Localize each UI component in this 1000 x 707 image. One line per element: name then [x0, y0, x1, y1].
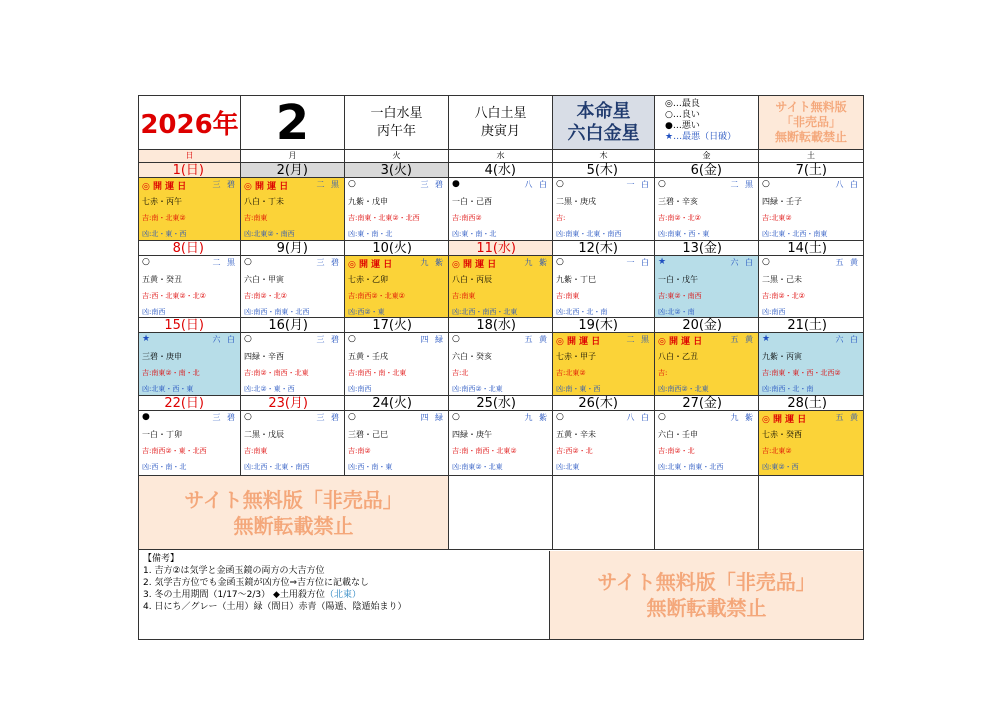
day-mark: ★ [658, 257, 667, 267]
note-3-direction: （北東） [324, 590, 361, 600]
day-cell [655, 241, 759, 318]
kyusei-label: 四 緑 [420, 413, 445, 422]
lucky-directions: 吉:南西②・東・北西 [142, 447, 207, 455]
month-number: 2 [241, 96, 345, 149]
day-number: 7(土) [759, 163, 863, 178]
day-number: 25(水) [449, 396, 552, 411]
day-mark: ○ [348, 334, 356, 344]
empty-cell [553, 476, 655, 550]
day-mark: ○ [658, 412, 666, 422]
day-cell [449, 241, 553, 318]
note-3-text: 3. 冬の土用期間（1/17〜2/3） ◆土用殺方位 [143, 590, 325, 600]
honmei-star: 六白金星 [567, 122, 640, 144]
lucky-directions: 吉:南東 [556, 292, 580, 300]
day-number: 23(月) [241, 396, 344, 411]
empty-cell [759, 476, 863, 550]
day-cell [139, 318, 241, 396]
kyusei-label: 二 黒 [730, 180, 755, 189]
day-cell [139, 241, 241, 318]
day-mark: ◎ 開 運 日 [762, 415, 807, 425]
eto-label: 八白・乙丑 [658, 352, 698, 361]
notes-title: 【備考】 [143, 554, 180, 564]
unlucky-directions: 凶:北西・南西・北東 [452, 308, 518, 316]
day-mark: ○ [762, 257, 770, 267]
kyusei-label: 三 碧 [212, 413, 237, 422]
year-star-name: 一白水星 [370, 105, 423, 121]
eto-label: 九紫・戊申 [348, 197, 388, 206]
eto-label: 三碧・庚申 [142, 352, 182, 361]
day-number: 20(金) [655, 318, 758, 333]
kyusei-label: 一 白 [626, 258, 651, 267]
unlucky-directions: 凶:南西・南東・北西 [244, 308, 310, 316]
year-eto: 丙午年 [376, 123, 416, 139]
day-cell [553, 396, 655, 476]
eto-label: 二黒・己未 [762, 275, 802, 284]
day-mark: ○ [244, 334, 252, 344]
day-cell [759, 396, 863, 476]
unlucky-directions: 凶:西・南・東 [348, 463, 393, 471]
kyusei-label: 五 黄 [730, 335, 755, 344]
year-label: 2026年 [139, 96, 241, 149]
day-number: 6(金) [655, 163, 758, 178]
day-mark: ● [452, 179, 460, 189]
day-cell [139, 163, 241, 241]
day-cell [449, 318, 553, 396]
lucky-directions: 吉:南東 [244, 214, 268, 222]
eto-label: 七赤・甲子 [556, 352, 596, 361]
kyusei-label: 五 黄 [835, 413, 860, 422]
day-cell [655, 396, 759, 476]
day-number: 15(日) [139, 318, 240, 333]
unlucky-directions: 凶:西②・東 [348, 308, 385, 316]
unlucky-directions: 凶:南東・北東・南西 [556, 230, 622, 238]
unlucky-directions: 凶:南西②・北東 [658, 385, 709, 393]
day-mark: ★ [142, 334, 151, 344]
eto-label: 六白・甲寅 [244, 275, 284, 284]
honmei-label: 本命星 [576, 100, 631, 122]
day-number: 4(水) [449, 163, 552, 178]
note-2: 2. 気学吉方位でも金函玉鏡が凶方位⇒吉方位に記載なし [143, 578, 369, 588]
kyusei-label: 八 白 [835, 180, 860, 189]
lucky-directions: 吉:西・北東②・北② [142, 292, 206, 300]
day-number: 2(月) [241, 163, 344, 178]
lucky-directions: 吉:南東・東・西・北西② [762, 369, 841, 377]
day-mark: ● [142, 412, 150, 422]
unlucky-directions: 凶:北東②・南西 [244, 230, 295, 238]
day-mark: ◎ 開 運 日 [452, 260, 497, 270]
day-cell [241, 396, 345, 476]
month-star [449, 96, 553, 149]
day-cell [241, 241, 345, 318]
empty-cell [655, 476, 759, 550]
day-number: 12(木) [553, 241, 654, 256]
kyusei-label: 二 黒 [626, 335, 651, 344]
day-cell [345, 396, 449, 476]
day-number: 3(火) [345, 163, 448, 178]
unlucky-directions: 凶:北西・北・南 [556, 308, 608, 316]
eto-label: 七赤・丙午 [142, 197, 182, 206]
eto-label: 七赤・癸酉 [762, 430, 802, 439]
lucky-directions: 吉:南東 [244, 447, 268, 455]
day-cell [345, 318, 449, 396]
day-number: 14(土) [759, 241, 863, 256]
lucky-directions: 吉:南② [348, 447, 371, 455]
day-mark: ○ [452, 412, 460, 422]
day-cell [449, 396, 553, 476]
day-number: 8(日) [139, 241, 240, 256]
eto-label: 二黒・庚戌 [556, 197, 596, 206]
lucky-directions: 吉:東②・南西 [658, 292, 702, 300]
day-mark: ○ [348, 179, 356, 189]
day-mark: ○ [658, 179, 666, 189]
unlucky-directions: 凶:南東②・北東 [452, 463, 503, 471]
lucky-directions: 吉: [556, 214, 566, 222]
note-1: 1. 吉方②は気学と金函玉鏡の両方の大吉方位 [143, 566, 325, 576]
lucky-directions: 吉:南西② [452, 214, 482, 222]
kyusei-label: 三 碧 [316, 258, 341, 267]
eto-label: 九紫・丙寅 [762, 352, 802, 361]
day-number: 11(水) [449, 241, 552, 256]
kyusei-label: 六 白 [212, 335, 237, 344]
legend-worst: ★…最悪（日破） [665, 132, 737, 142]
day-number: 10(火) [345, 241, 448, 256]
weekday-3: 水 [449, 150, 553, 162]
day-cell [759, 163, 863, 241]
eto-label: 四緑・辛酉 [244, 352, 284, 361]
day-mark: ★ [762, 334, 771, 344]
day-mark: ○ [762, 179, 770, 189]
honmei-box [553, 96, 655, 149]
day-number: 19(木) [553, 318, 654, 333]
lucky-directions: 吉:南東②・南・北 [142, 369, 200, 377]
eto-label: 五黄・壬戌 [348, 352, 388, 361]
weekday-1: 月 [241, 150, 345, 162]
eto-label: 三碧・己巳 [348, 430, 388, 439]
eto-label: 三碧・辛亥 [658, 197, 698, 206]
lucky-directions: 吉:北東② [762, 447, 792, 455]
day-number: 1(日) [139, 163, 240, 178]
kyusei-label: 九 紫 [524, 413, 549, 422]
day-number: 27(金) [655, 396, 758, 411]
day-mark: ○ [556, 257, 564, 267]
unlucky-directions: 凶:北西・北東・南西 [244, 463, 310, 471]
eto-label: 一白・己酉 [452, 197, 492, 206]
day-number: 26(木) [553, 396, 654, 411]
eto-label: 一白・丁卯 [142, 430, 182, 439]
eto-label: 六白・壬申 [658, 430, 698, 439]
lucky-directions: 吉:南西②・北東② [348, 292, 405, 300]
lucky-directions: 吉:北 [452, 369, 469, 377]
lucky-directions: 吉:南・南西・北東② [452, 447, 517, 455]
kyusei-label: 三 碧 [316, 335, 341, 344]
lucky-directions: 吉:南・北東② [142, 214, 186, 222]
lucky-directions: 吉:南②・北② [762, 292, 805, 300]
kyusei-label: 二 黒 [316, 180, 341, 189]
eto-label: 四緑・庚午 [452, 430, 492, 439]
note-4: 4. 日にち／グレー（土用）緑（間日）赤青（陽遁、陰遁始まり） [143, 602, 407, 612]
empty-cell [449, 476, 553, 550]
lucky-directions: 吉:南②・北② [244, 292, 287, 300]
day-number: 5(木) [553, 163, 654, 178]
lucky-directions: 吉:南②・北② [658, 214, 701, 222]
day-cell [449, 163, 553, 241]
note-3 [143, 589, 545, 601]
kyusei-label: 三 碧 [420, 180, 445, 189]
weekday-5: 金 [655, 150, 759, 162]
day-cell [655, 163, 759, 241]
unlucky-directions: 凶:東・南・北 [452, 230, 497, 238]
day-cell [241, 163, 345, 241]
eto-label: 九紫・丁巳 [556, 275, 596, 284]
kyusei-label: 二 黒 [212, 258, 237, 267]
lucky-directions: 吉:北東② [556, 369, 586, 377]
month-eto: 庚寅月 [480, 123, 520, 139]
day-mark: ○ [556, 412, 564, 422]
day-cell [759, 241, 863, 318]
unlucky-directions: 凶:北②・東・西 [244, 385, 295, 393]
day-cell [655, 318, 759, 396]
unlucky-directions: 凶:北東・西・東 [142, 385, 194, 393]
legend [655, 96, 759, 149]
day-mark: ○ [244, 412, 252, 422]
lucky-directions: 吉: [658, 369, 668, 377]
unlucky-directions: 凶:南西 [762, 308, 786, 316]
calendar [138, 95, 864, 640]
lucky-directions: 吉:南東・北東②・北西 [348, 214, 420, 222]
kyusei-label: 六 白 [730, 258, 755, 267]
eto-label: 七赤・乙卯 [348, 275, 388, 284]
weekday-4: 木 [553, 150, 655, 162]
eto-label: 四緑・壬子 [762, 197, 802, 206]
kyusei-label: 六 白 [835, 335, 860, 344]
lucky-directions: 吉:北東② [762, 214, 792, 222]
day-mark: ◎ 開 運 日 [244, 182, 289, 192]
legend-best: ◎…最良 [665, 99, 700, 109]
kyusei-label: 九 紫 [420, 258, 445, 267]
weekday-row [139, 149, 863, 163]
weekday-0: 日 [139, 150, 241, 162]
legend-good: ○…良い [665, 110, 700, 120]
watermark-large-right-line-1: サイト無料版「非売品」 [597, 570, 816, 594]
watermark-line-3: 無断転載禁止 [774, 130, 847, 144]
day-cell [345, 241, 449, 318]
eto-label: 五黄・辛未 [556, 430, 596, 439]
watermark-line-2: 「非売品」 [780, 115, 841, 129]
unlucky-directions: 凶:南西 [142, 308, 166, 316]
day-cell [553, 241, 655, 318]
kyusei-label: 五 黄 [835, 258, 860, 267]
day-cell [139, 396, 241, 476]
day-mark: ◎ 開 運 日 [556, 337, 601, 347]
day-mark: ○ [348, 412, 356, 422]
unlucky-directions: 凶:南・東・西 [556, 385, 601, 393]
watermark-large-left [139, 476, 449, 550]
eto-label: 五黄・癸丑 [142, 275, 182, 284]
eto-label: 二黒・戊辰 [244, 430, 284, 439]
weekday-6: 土 [807, 151, 815, 160]
eto-label: 八白・丙辰 [452, 275, 492, 284]
kyusei-label: 八 白 [524, 180, 549, 189]
day-number: 17(火) [345, 318, 448, 333]
unlucky-directions: 凶:南東・西・東 [658, 230, 710, 238]
lucky-directions: 吉:南西・南・北東 [348, 369, 407, 377]
lucky-directions: 吉:南東 [452, 292, 476, 300]
day-mark: ○ [452, 334, 460, 344]
watermark-small [759, 96, 863, 149]
day-number: 16(月) [241, 318, 344, 333]
day-mark: ◎ 開 運 日 [348, 260, 393, 270]
day-cell [553, 163, 655, 241]
day-mark: ○ [142, 257, 150, 267]
day-cell [345, 163, 449, 241]
weekday-2: 火 [345, 150, 449, 162]
lucky-directions: 吉:西②・北 [556, 447, 593, 455]
day-mark: ○ [244, 257, 252, 267]
day-number: 13(金) [655, 241, 758, 256]
day-number: 24(火) [345, 396, 448, 411]
unlucky-directions: 凶:南西・北・南 [762, 385, 814, 393]
day-number: 18(水) [449, 318, 552, 333]
watermark-line-1: サイト無料版 [775, 100, 847, 114]
day-cell [553, 318, 655, 396]
kyusei-label: 九 紫 [730, 413, 755, 422]
unlucky-directions: 凶:北東・北西・南東 [762, 230, 828, 238]
day-cell [241, 318, 345, 396]
day-cell [759, 318, 863, 396]
kyusei-label: 一 白 [626, 180, 651, 189]
watermark-large-right [549, 551, 863, 639]
kyusei-label: 三 碧 [316, 413, 341, 422]
unlucky-directions: 凶:北②・南 [658, 308, 695, 316]
day-mark: ◎ 開 運 日 [658, 337, 703, 347]
unlucky-directions: 凶:南西②・北東 [452, 385, 503, 393]
watermark-large-line-2: 無断転載禁止 [233, 513, 354, 538]
unlucky-directions: 凶:西・南・北 [142, 463, 187, 471]
kyusei-label: 九 紫 [524, 258, 549, 267]
watermark-large-right-line-2: 無断転載禁止 [646, 596, 767, 620]
day-number: 28(土) [759, 396, 863, 411]
day-number: 21(土) [759, 318, 863, 333]
lucky-directions: 吉:南②・北 [658, 447, 695, 455]
kyusei-label: 八 白 [626, 413, 651, 422]
eto-label: 八白・丁未 [244, 197, 284, 206]
notes [139, 551, 549, 639]
eto-label: 一白・戊午 [658, 275, 698, 284]
day-number: 22(日) [139, 396, 240, 411]
unlucky-directions: 凶:東②・西 [762, 463, 799, 471]
unlucky-directions: 凶:北東 [556, 463, 580, 471]
unlucky-directions: 凶:南西 [348, 385, 372, 393]
kyusei-label: 五 黄 [524, 335, 549, 344]
unlucky-directions: 凶:北・東・西 [142, 230, 187, 238]
year-star [345, 96, 449, 149]
day-mark: ○ [556, 179, 564, 189]
legend-bad: ●…悪い [665, 121, 700, 131]
watermark-large-line-1: サイト無料版「非売品」 [184, 487, 403, 512]
day-mark: ◎ 開 運 日 [142, 182, 187, 192]
day-number: 9(月) [241, 241, 344, 256]
unlucky-directions: 凶:北東・南東・北西 [658, 463, 724, 471]
kyusei-label: 三 碧 [212, 180, 237, 189]
kyusei-label: 四 緑 [420, 335, 445, 344]
unlucky-directions: 凶:東・南・北 [348, 230, 393, 238]
eto-label: 六白・癸亥 [452, 352, 492, 361]
lucky-directions: 吉:南②・南西・北東 [244, 369, 309, 377]
month-star-name: 八白土星 [474, 105, 527, 121]
